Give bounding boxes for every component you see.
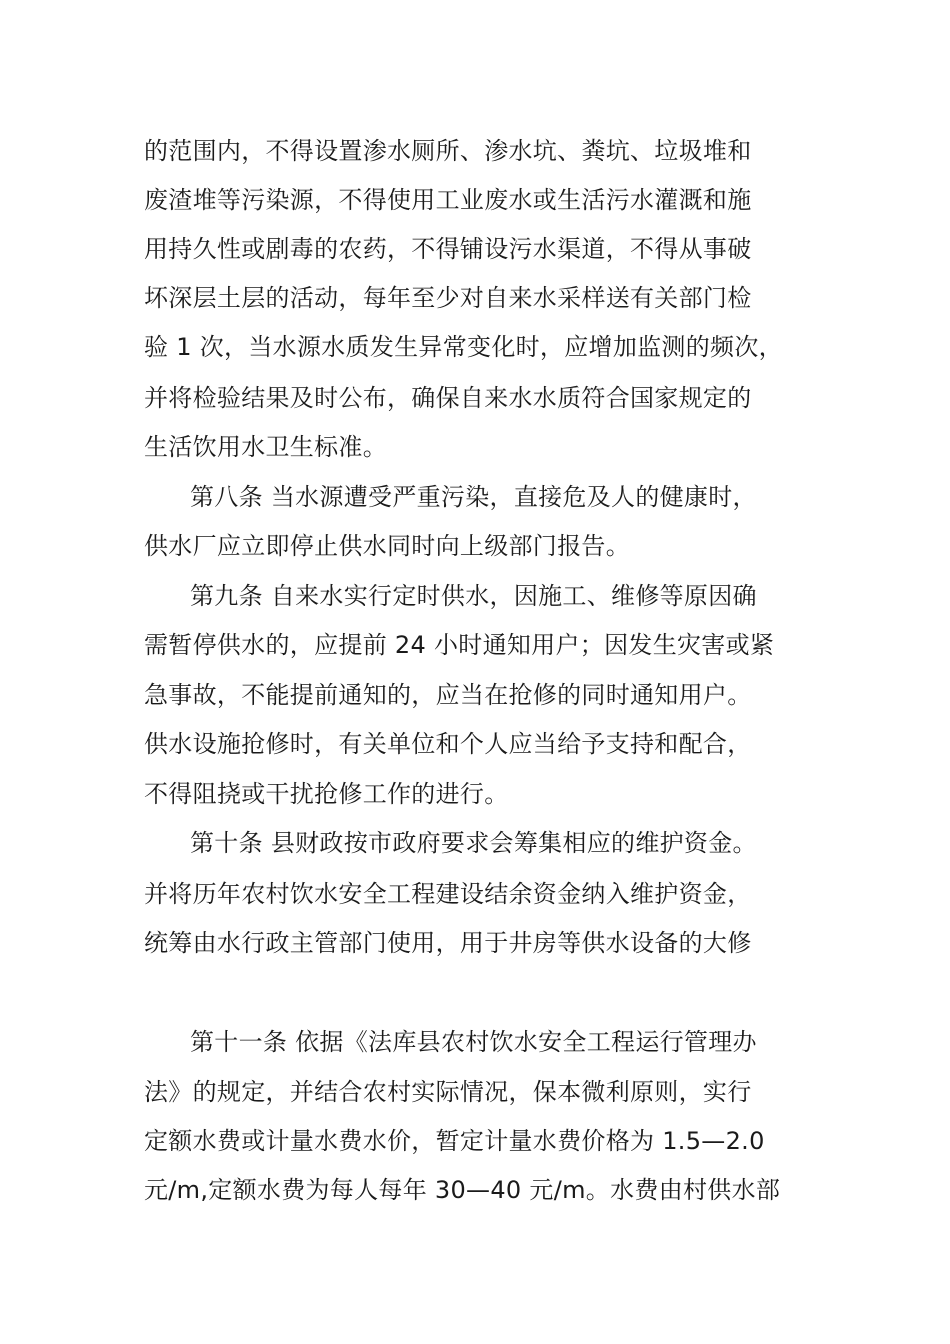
- text-line: 第九条 自来水实行定时供水，因施工、维修等原因确: [190, 582, 757, 610]
- text-line: 供水设施抢修时，有关单位和个人应当给予支持和配合，: [144, 730, 752, 758]
- text-line: 第十条 县财政按市政府要求会筹集相应的维护资金。: [190, 829, 757, 857]
- text-line: 的范围内，不得设置渗水厕所、渗水坑、粪坑、垃圾堆和: [144, 137, 752, 165]
- text-line: 供水厂应立即停止供水同时向上级部门报告。: [144, 532, 630, 560]
- text-line: 废渣堆等污染源，不得使用工业废水或生活污水灌溉和施: [144, 186, 752, 214]
- text-line: 需暂停供水的，应提前 24 小时通知用户；因发生灾害或紧: [144, 631, 775, 659]
- text-line: 生活饮用水卫生标准。: [144, 433, 387, 461]
- text-line: 并将历年农村饮水安全工程建设结余资金纳入维护资金，: [144, 880, 752, 908]
- text-line: 急事故，不能提前通知的，应当在抢修的同时通知用户。: [144, 681, 752, 709]
- text-line: 第十一条 依据《法库县农村饮水安全工程运行管理办: [190, 1028, 757, 1056]
- text-line: 元/m,定额水费为每人每年 30—40 元/m。水费由村供水部: [144, 1176, 781, 1204]
- text-line: 定额水费或计量水费水价，暂定计量水费价格为 1.5—2.0: [144, 1127, 765, 1155]
- text-line: 第八条 当水源遭受严重污染，直接危及人的健康时，: [190, 483, 757, 511]
- text-line: 并将检验结果及时公布，确保自来水水质符合国家规定的: [144, 384, 752, 412]
- text-line: 统筹由水行政主管部门使用，用于井房等供水设备的大修: [144, 929, 752, 957]
- text-line: 不得阻挠或干扰抢修工作的进行。: [144, 780, 509, 808]
- text-line: 坏深层土层的活动，每年至少对自来水采样送有关部门检: [144, 284, 752, 312]
- text-line: 用持久性或剧毒的农药，不得铺设污水渠道，不得从事破: [144, 235, 752, 263]
- text-line: 法》的规定，并结合农村实际情况，保本微利原则，实行: [144, 1078, 752, 1106]
- text-line: 验 1 次，当水源水质发生异常变化时，应增加监测的频次，: [144, 333, 783, 361]
